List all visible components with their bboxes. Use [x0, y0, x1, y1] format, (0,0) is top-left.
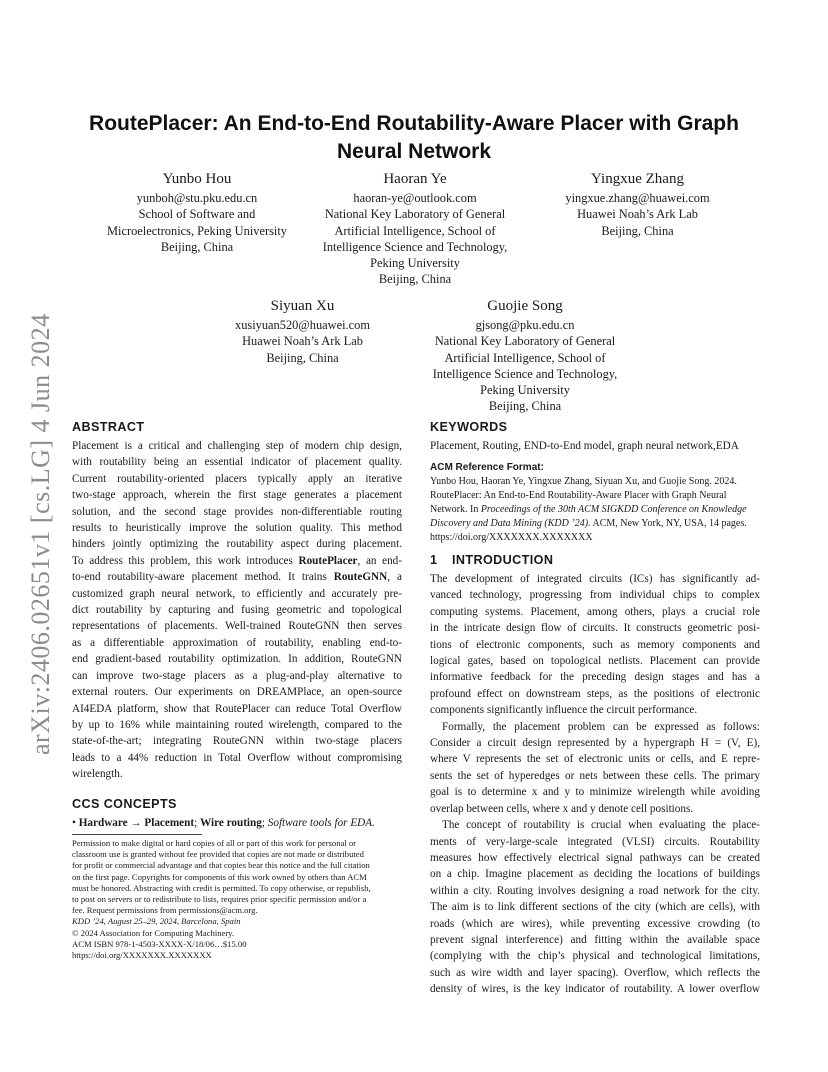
acm-reference-venue: Discovery and Data Mining (KDD ’24).	[430, 518, 591, 529]
abstract-line: by up to 16% while maintaining routed wirelength, compared to the	[72, 718, 402, 731]
author-email: gjsong@pku.edu.cn	[475, 318, 575, 332]
ccs-concepts	[72, 815, 402, 831]
intro-line: such as wire width and layer spacing). Overflow, which reflects the	[430, 966, 760, 979]
author-affiliation: School of Software and	[138, 207, 256, 222]
author-name: Yingxue Zhang	[591, 171, 684, 187]
keywords-heading: KEYWORDS	[430, 420, 508, 434]
intro-line: (complying with the chip’s physical and technological limitations,	[430, 950, 760, 963]
author-block-yunbo-hou	[92, 170, 302, 255]
author-location: Beijing, China	[378, 272, 452, 287]
intro-line: Consider a circuit design represented by a hypergraph H = (V, E),	[430, 737, 760, 750]
abstract-line: hinders jointly optimizing the routability aspect during placement.	[72, 538, 402, 551]
author-affiliation: Artificial Intelligence, School of	[444, 350, 606, 365]
abstract-line: AI4EDA platform, show that RoutePlacer can reduce Total Overflow	[72, 702, 402, 715]
acm-reference-line: Yunbo Hou, Haoran Ye, Yingxue Zhang, Siyuan Xu, and Guojie Song. 2024.	[430, 476, 737, 487]
abstract-line: wirelength.	[72, 768, 123, 781]
abstract-line: state-of-the-art; integrating RouteGNN within two-stage placers	[72, 735, 402, 748]
abstract-line: representations of placements. Well-trained RouteGNN then serves	[72, 620, 402, 633]
intro-line: measures how effectively electrical signal pathways can be created	[430, 851, 760, 864]
footnote-isbn: ACM ISBN 978-1-4503-XXXX-X/18/06…$15.00	[72, 938, 247, 949]
footnote-line: must be honored. Abstracting with credit is permitted. To copy otherwise, or republish,	[72, 882, 371, 893]
footnote-rule	[72, 834, 202, 835]
routegnn-term: RouteGNN	[333, 571, 388, 584]
abstract-line: two-stage approach, wherein the first stage generates a placement	[72, 489, 402, 502]
intro-line: within a city. Routing involves designing a road network for the city.	[430, 884, 760, 897]
author-email: haoran-ye@outlook.com	[353, 191, 477, 205]
intro-line: ments of very-large-scale integrated (VLSI) circuits. Routability	[430, 835, 760, 848]
footnote-doi: https://doi.org/XXXXXXX.XXXXXXX	[72, 950, 212, 961]
author-email: xusiyuan520@huawei.com	[235, 318, 370, 332]
footnote-copyright: © 2024 Association for Computing Machinery.	[72, 927, 235, 938]
intro-line: goal is to determine x and y to minimize wirelength while avoiding	[430, 786, 760, 799]
ccs-heading: CCS CONCEPTS	[72, 796, 177, 811]
author-location: Beijing, China	[488, 399, 562, 414]
intro-line: roads (which are wires), while preventing excessive crowding (to	[430, 917, 760, 930]
author-block-haoran-ye	[305, 170, 525, 288]
footnote-line: fee. Request permissions from permissions@acm.org.	[72, 905, 258, 916]
title-line-1: RoutePlacer: An End-to-End Routability-Aware Placer with Graph	[89, 112, 739, 135]
intro-paragraph-1	[430, 571, 760, 719]
intro-line: The aim is to link different sections of the city (which are cells), with	[430, 901, 760, 914]
routeplacer-term: RoutePlacer	[298, 554, 358, 567]
abstract-text: To address this problem, this work introduces	[72, 554, 299, 567]
acm-reference-heading: ACM Reference Format:	[430, 462, 544, 473]
abstract-line: Current routability-oriented placers typically apply an iterative	[72, 472, 402, 485]
abstract-heading: ABSTRACT	[72, 420, 145, 434]
acm-reference-venue: Proceedings of the 30th ACM SIGKDD Conference on Knowledge	[480, 504, 747, 515]
author-block-siyuan-xu	[200, 297, 405, 366]
acm-reference-text: Network. In	[430, 504, 481, 515]
intro-paragraph-3	[430, 817, 760, 997]
abstract-line: Placement is a critical and challenging step of modern chip design,	[72, 440, 402, 452]
intro-line: The development of integrated circuits (ICs) has significantly ad-	[430, 573, 760, 585]
abstract-line: customized graph neural network, to efficiently and accurately pre-	[72, 587, 402, 600]
section-title: INTRODUCTION	[452, 553, 554, 567]
author-block-guojie-song	[415, 297, 635, 415]
author-name: Yunbo Hou	[162, 171, 232, 187]
intro-line: logical gates, based on topological netlists. Placement can provide	[430, 655, 760, 668]
paper-title	[60, 110, 768, 166]
acm-reference-line	[430, 503, 760, 517]
acm-reference-line: RoutePlacer: An End-to-End Routability-Aware Placer with Graph Neural	[430, 490, 727, 501]
abstract-line	[72, 553, 402, 569]
intro-paragraph-2	[430, 719, 760, 817]
ccs-wire-routing: Wire routing	[200, 816, 262, 829]
author-affiliation: Intelligence Science and Technology,	[322, 239, 508, 254]
abstract-line: solution, and the second stage provides non-differentiable routing	[72, 505, 402, 518]
acm-reference-line	[430, 517, 760, 531]
author-affiliation: Artificial Intelligence, School of	[334, 223, 496, 238]
introduction-heading	[430, 553, 760, 567]
author-email: yingxue.zhang@huawei.com	[565, 191, 710, 205]
abstract-line: results to heuristically improve the solution quality. This method	[72, 522, 402, 535]
author-affiliation: National Key Laboratory of General	[434, 334, 616, 349]
ccs-separator: ;	[194, 816, 198, 829]
footnote-line: to post on servers or to redistribute to lists, requires prior specific permission and/or a	[72, 894, 367, 905]
intro-line: in the intricate design flow of circuits. It constructs geometric posi-	[430, 622, 760, 635]
acm-reference-text: ACM, New York, NY, USA, 14 pages.	[590, 518, 747, 529]
abstract-line: as a differentiable approximation of routability, enabling end-to-	[72, 636, 402, 649]
author-affiliation: Peking University	[480, 383, 570, 398]
author-name: Guojie Song	[487, 298, 563, 314]
author-affiliation: Huawei Noah’s Ark Lab	[577, 207, 698, 222]
footnote-line: classroom use is granted without fee provided that copies are not made or distributed	[72, 849, 364, 860]
author-affiliation: Intelligence Science and Technology,	[432, 366, 618, 381]
arxiv-stamp: arXiv:2406.02651v1 [cs.LG] 4 Jun 2024	[26, 313, 55, 755]
ccs-separator: ;	[261, 816, 265, 829]
abstract-line: external routers. Our experiments on DREAMPlace, an open-source	[72, 686, 402, 699]
intro-line: overlap between cells, where x and y denote cell positions.	[430, 802, 694, 815]
abstract-line: end gradient-based routability optimization. In addition, RouteGNN	[72, 653, 402, 666]
intro-line: density of wires, is the key indicator of routability. A lower overflow	[430, 983, 760, 996]
intro-line: Formally, the placement problem can be expressed as follows:	[442, 720, 760, 733]
author-name: Haoran Ye	[383, 171, 447, 187]
abstract-text: , a	[387, 571, 402, 584]
acm-reference-doi: https://doi.org/XXXXXXX.XXXXXXX	[430, 532, 593, 543]
intro-line: profound effect on downstream steps, as the positions of electronic	[430, 687, 760, 700]
author-affiliation: Huawei Noah’s Ark Lab	[242, 334, 363, 349]
abstract-body	[72, 438, 402, 783]
abstract-line: can improve two-stage placers as a plug-and-play alternative to	[72, 669, 402, 682]
author-email: yunboh@stu.pku.edu.cn	[136, 191, 258, 205]
abstract-line: dict routability by capturing and fusing geometric and topological	[72, 604, 402, 617]
ccs-bullet: •	[72, 816, 76, 829]
author-location: Beijing, China	[266, 350, 339, 365]
author-affiliation: National Key Laboratory of General	[324, 207, 506, 222]
ccs-placement: Placement	[144, 816, 195, 829]
ccs-arrow: →	[130, 816, 142, 829]
abstract-line	[72, 569, 402, 585]
intro-line: informative feedback for the preceding design stages and has a	[430, 671, 760, 684]
ccs-hardware: Hardware	[78, 816, 128, 829]
title-line-2: Neural Network	[336, 140, 492, 163]
section-number: 1	[430, 553, 438, 567]
footnote-line: for profit or commercial advantage and that copies bear this notice and the full citation	[72, 860, 370, 871]
abstract-line: leads to a 44% reduction in Total Overflow without compromising	[72, 751, 402, 764]
footnote-conference: KDD ’24, August 25–29, 2024, Barcelona, Spain	[72, 916, 241, 927]
footnote-line: on the first page. Copyrights for components of this work owned by others than ACM	[72, 871, 367, 882]
intro-line: on a chip. Imagine placement as deciding the locations of buildings	[430, 868, 760, 881]
acm-reference	[430, 475, 760, 545]
left-column	[72, 420, 402, 831]
intro-line: vanced technology, progressing from individual chips to complex	[430, 589, 760, 602]
ccs-software: Software tools for EDA.	[267, 816, 375, 829]
intro-line: sents the set of hyperedges or nets between these cells. The primary	[430, 769, 760, 782]
author-affiliation: Microelectronics, Peking University	[107, 223, 287, 238]
keywords-text: Placement, Routing, END-to-End model, graph neural network,EDA	[430, 440, 739, 452]
author-affiliation: Peking University	[370, 256, 460, 271]
author-location: Beijing, China	[601, 223, 674, 238]
intro-line: components significantly influence the circuit performance.	[430, 704, 698, 717]
abstract-line: with routability being an essential indicator of placement quality.	[72, 456, 402, 469]
right-column	[430, 420, 760, 998]
intro-line: computing systems. Placement, among others, plays a crucial role	[430, 605, 760, 618]
author-name: Siyuan Xu	[270, 298, 335, 314]
author-location: Beijing, China	[160, 239, 234, 254]
intro-line: prevent signal interference) and fitting within the available space	[430, 933, 760, 946]
intro-line: The concept of routability is crucial when evaluating the place-	[442, 819, 760, 832]
abstract-text: to-end routability-aware placement method. It trains	[72, 571, 334, 584]
copyright-footnote	[72, 838, 402, 961]
abstract-text: , an end-	[357, 554, 402, 567]
intro-line: tions of electronic components, such as memory components and	[430, 638, 760, 651]
intro-line: where V represents the set of electronic units or cells, and E repre-	[430, 753, 760, 766]
footnote-line: Permission to make digital or hard copies of all or part of this work for personal or	[72, 838, 357, 848]
author-block-yingxue-zhang	[540, 170, 735, 239]
